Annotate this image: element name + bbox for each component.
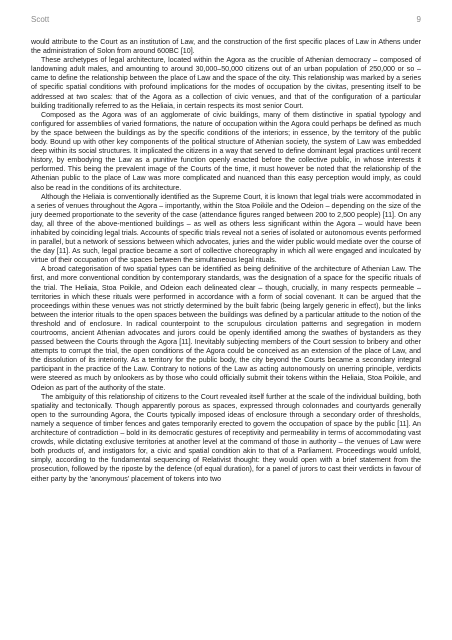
body-text — [31, 38, 421, 484]
running-head-author: Scott — [31, 15, 50, 24]
paragraph: These archetypes of legal architecture, located within the Agora as the crucible of Athenian democracy – composed of landowning adult males, and amounting to around 30,000–50,000 citizens out of an urban population of 250,000 or so – came to define the relationship between the place of Law and the space of the city. This relationship was marked by a series of specific spatial conditions with profound implications for the modes of occupation by the civitas, presenting itself to be addressed at two scales: that of the Agora as a collection of civic venues, and that of the configuration of a particular building traditionally referred to as the Heliaia, in certain respects its most senior Court. — [31, 56, 421, 110]
paragraph: A broad categorisation of two spatial types can be identified as being definitive of the architecture of Athenian Law. The first, and more conventional condition by contemporary standards, was the designation of a space for the specific rituals of the trial. The Heliaia, Stoa Poikile, and Odeion each delineated clear – though, crucially, in many respects permeable – territories in which these rituals were performed in accordance with a form of social covenant. It can be argued that the proceedings within these venues was not strictly determined by the built fabric (being largely generic in effect), but the links between the interior rituals to the open spaces between the buildings was defined by a particular attitude to the notion of the threshold and of enclosure. In radical counterpoint to the scrupulous circulation patterns and segregation in modern courtrooms, ancient Athenian advocates and jurors could be openly identified among the swathes of bystanders as they passed between the Courts through the Agora [11]. Inevitably subjecting members of the Court session to bribery and other attempts to corrupt the trial, the open conditions of the Agora could be conceived as an extension of the place of Law, and the dissolution of its interiority. As a territory for the public body, the city beyond the Courts became a secondary integral participant in the practice of the Law. Contrary to notions of the Law as acting autonomously on unerring principle, verdicts were steered as much by onlookers as by those who could officially submit their tokens within the Heliaia, Stoa Poikile, and Odeion as part of the authority of the state. — [31, 265, 421, 392]
paragraph: would attribute to the Court as an institution of Law, and the construction of the first specific places of Law in Athens under the administration of Solon from around 600BC [10]. — [31, 38, 421, 56]
paragraph: Composed as the Agora was of an agglomerate of civic buildings, many of them distinctive in spatial typology and configured for assemblies of varied formations, the nature of occupation within the Agora could perhaps be defined as much by the space between the buildings as by the specific conditions of the interiors; in essence, by the territory of the public body. Bound up with other key components of the political structure of Athenian society, the system of Law was embedded deep within its social structures. It implicated the citizens in a way that served to define dominant legal practices until recent history, by embodying the Law as a punitive function openly enacted before the collective public, in whose interests it performed. This being the prevalent image of the Courts of the time, it must however be noted that the relationship of the Athenian public to the place of Law was more complicated and nuanced than this easy perception would imply, as could also be read in the conditions of its architecture. — [31, 110, 421, 192]
page-number: 9 — [416, 15, 421, 24]
paragraph: The ambiguity of this relationship of citizens to the Court revealed itself further at the scale of the individual building, both spatiality and tectonically. Though apparently porous as spaces, expressed through colonnades and courtyards generally open to the surrounding Agora, the Courts typically imposed ideas of enclosure through a secondary order of thresholds, namely a sequence of timber fences and gates temporarily erected to govern the occupation of space by the public [11]. An architecture of contradiction – bold in its democratic gestures of receptivity and permeability in terms of accommodating vast crowds, while dictating exclusive territories at another level at the command of those in authority – the venues of Law were both products of, and instigators for, a civic and spatial condition akin to that of a Parliament. Proceedings would unfold, simply, according to the fundamental sequencing of Relativist thought: they would open with a brief statement from the prosecution, followed by the riposte by the defence (of equal duration), for a panel of jurors to cast their verdicts in favour of either party by the 'anonymous' placement of tokens into two — [31, 392, 421, 483]
paragraph: Although the Heliaia is conventionally identified as the Supreme Court, it is known that legal trials were accommodated in a series of venues throughout the Agora – importantly, within the Stoa Poikile and the Odeion – depending on the size of the jury deemed proportionate to the severity of the case (attendance figures ranged between 200 to 2,500 people) [11]. On any day, all three of the above-mentioned buildings – as well as others less significant within the Agora – would have been inhabited by coinciding legal trials. Accounts of specific trials reveal not a series of isolated or autonomous events performed in parallel, but a network of sessions between which advocates, juries and the wider public would mediate over the course of the day [11]. As such, legal practice became a sort of collective choreography in which all were engaged and inculcated by virtue of their occupation of the spaces between the simultaneous legal rituals. — [31, 192, 421, 265]
